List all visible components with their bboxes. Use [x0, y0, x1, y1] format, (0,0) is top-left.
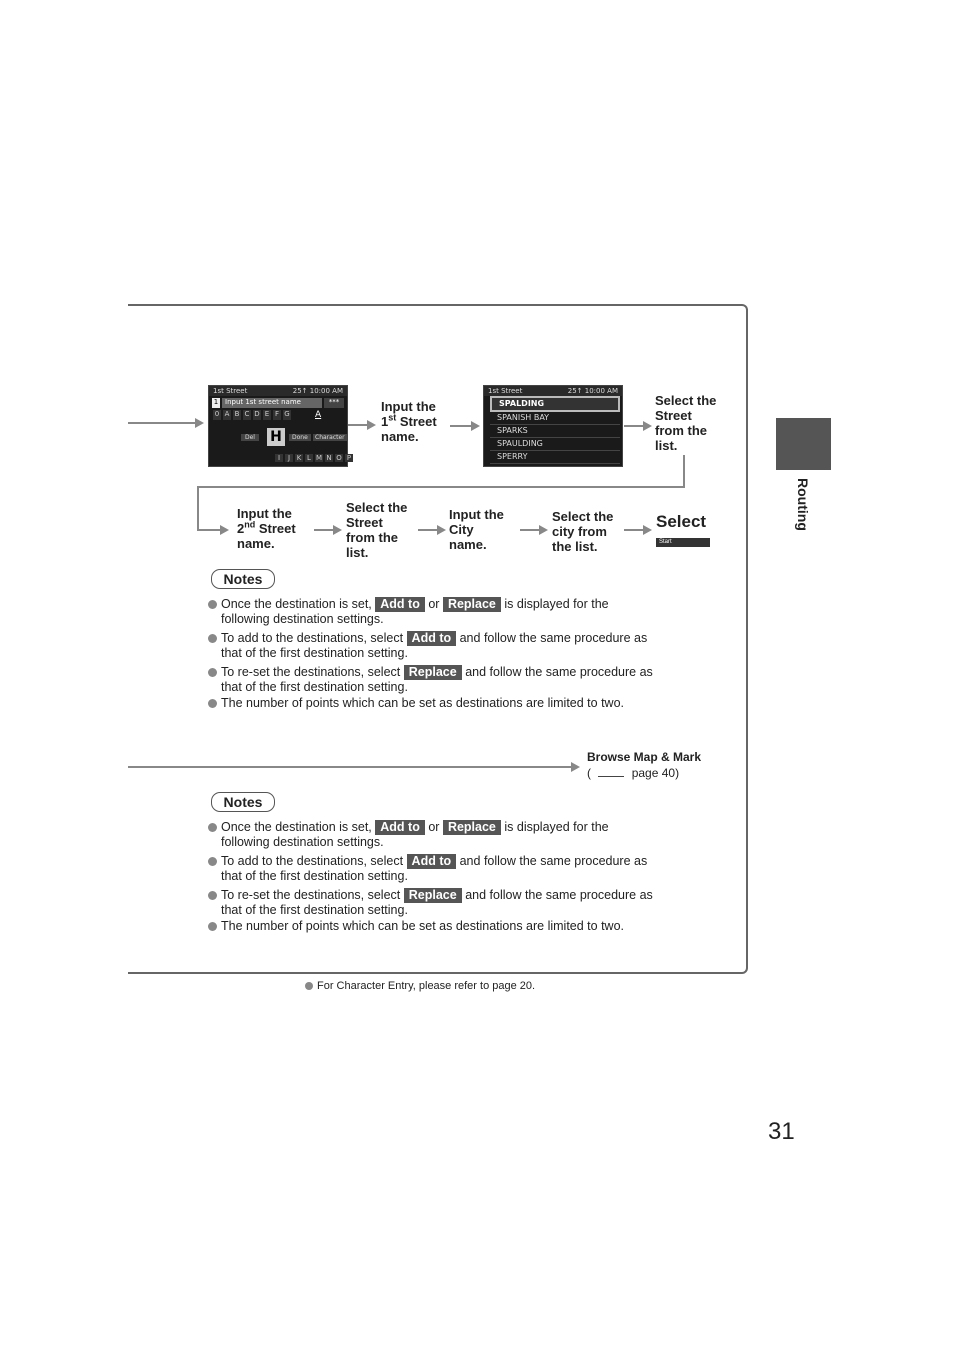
page-reference: ( page 40)	[587, 766, 680, 780]
section-tab	[776, 418, 831, 470]
screenshot-input-street: 1st Street 25↑ 10:00 AM 1 Input 1st street name *** 0 A B C D E F G A H Del Done Character I J K L M N O P	[208, 385, 348, 467]
pointing-hand-icon	[598, 766, 624, 777]
bullet-icon	[208, 699, 217, 708]
bullet-icon	[208, 823, 217, 832]
bullet-icon	[208, 600, 217, 609]
bullet-icon	[208, 922, 217, 931]
browse-map-title: Browse Map & Mark	[587, 750, 702, 764]
step-input-city: Input the City name.	[449, 507, 504, 552]
bullet-icon	[208, 857, 217, 866]
flow-arrow	[314, 525, 342, 535]
note-item: The number of points which can be set as destinations are limited to two.	[208, 919, 658, 934]
notes-title: Notes	[211, 569, 275, 589]
bullet-icon	[208, 891, 217, 900]
list-item: SPAULDING	[490, 438, 620, 451]
flow-arrow	[128, 762, 580, 772]
step-input-second-street: Input the 2nd Street name.	[237, 506, 296, 551]
flow-connector	[197, 486, 199, 530]
note-item: To re-set the destinations, select Replace and follow the same procedure as that of the first destination setting.	[208, 888, 658, 918]
list-item: SPALDING	[490, 396, 620, 412]
note-item: Once the destination is set, Add to or Replace is displayed for the following destination settings.	[208, 597, 658, 627]
flow-arrow	[418, 525, 446, 535]
bullet-icon	[305, 982, 313, 990]
step-select-city: Select the city from the list.	[552, 509, 614, 554]
start-button-image: Start	[656, 538, 710, 547]
flow-arrow	[348, 420, 376, 430]
footnote: For Character Entry, please refer to page 20.	[305, 980, 535, 992]
notes-title: Notes	[211, 792, 275, 812]
step-select-second-street: Select the Street from the list.	[346, 500, 408, 560]
note-item: Once the destination is set, Add to or Replace is displayed for the following destination settings.	[208, 820, 658, 850]
step-select-street: Select the Street from the list.	[655, 393, 717, 453]
flow-connector	[683, 455, 685, 487]
note-item: To add to the destinations, select Add to and follow the same procedure as that of the first destination setting.	[208, 854, 658, 884]
note-item: The number of points which can be set as destinations are limited to two.	[208, 696, 658, 711]
flow-arrow	[624, 421, 652, 431]
note-item: To add to the destinations, select Add to and follow the same procedure as that of the first destination setting.	[208, 631, 658, 661]
note-item: To re-set the destinations, select Replace and follow the same procedure as that of the first destination setting.	[208, 665, 658, 695]
screenshot-street-list: 1st Street 25↑ 10:00 AM SPALDING SPANISH BAY SPARKS SPAULDING SPERRY	[483, 385, 623, 467]
flow-arrow	[624, 525, 652, 535]
list-item: SPARKS	[490, 425, 620, 438]
flow-connector	[197, 486, 685, 488]
bullet-icon	[208, 668, 217, 677]
bullet-icon	[208, 634, 217, 643]
step-input-first-street: Input the 1st Street name.	[381, 399, 437, 444]
flow-arrow	[128, 418, 204, 428]
list-item: SPERRY	[490, 451, 620, 464]
list-item: SPANISH BAY	[490, 412, 620, 425]
page-number: 31	[768, 1118, 795, 1145]
flow-arrow	[520, 525, 548, 535]
flow-arrow	[450, 421, 480, 431]
section-label: Routing	[795, 478, 811, 531]
flow-arrow	[197, 525, 229, 535]
select-label: Select	[656, 512, 707, 531]
